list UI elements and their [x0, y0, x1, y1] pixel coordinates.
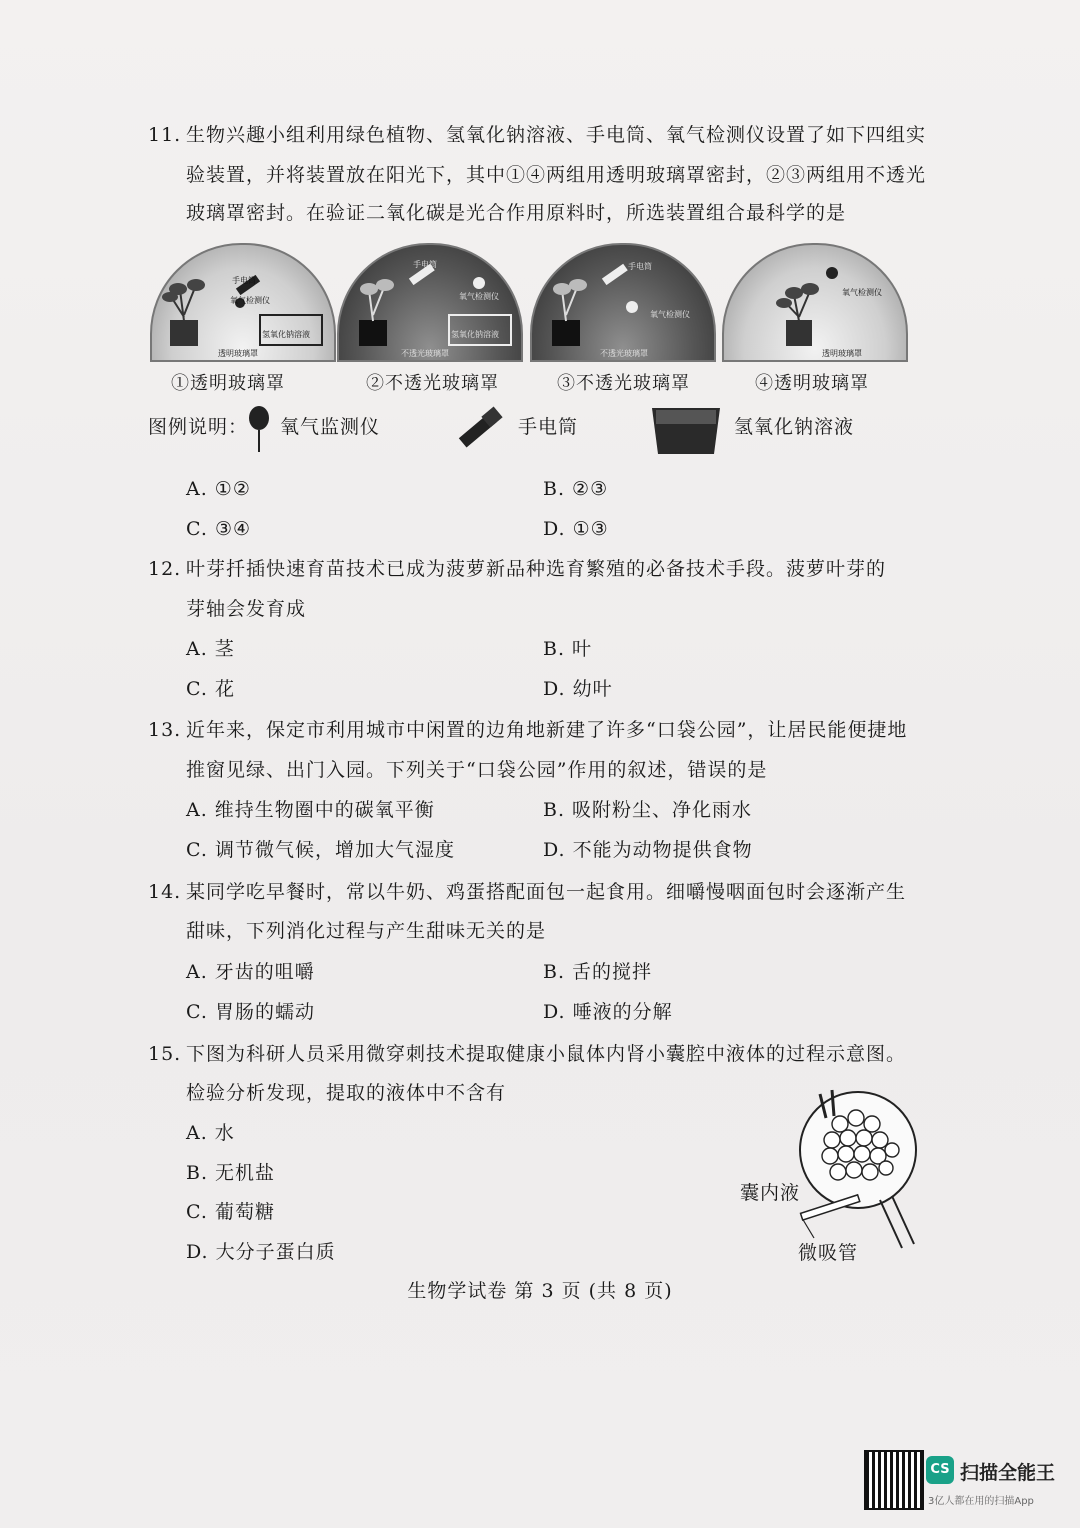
question-number: 14.: [148, 881, 182, 903]
option-d: D. 唾液的分解: [543, 1001, 673, 1023]
dome-label: 手电筒: [232, 276, 256, 285]
question-15: [148, 1035, 906, 1073]
label-pipette: 微吸管: [798, 1242, 859, 1264]
option-a: A. 牙齿的咀嚼: [186, 961, 315, 983]
option-d: D. 大分子蛋白质: [186, 1241, 336, 1263]
dome-label: 手电筒: [628, 262, 652, 271]
question-13: [148, 711, 907, 749]
question-text: 推窗见绿、出门入园。下列关于“口袋公园”作用的叙述，错误的是: [186, 759, 768, 781]
question-number: 12.: [148, 558, 182, 580]
question-11: [148, 116, 926, 154]
question-text: 某同学吃早餐时，常以牛奶、鸡蛋搭配面包一起食用。细嚼慢咽面包时会逐渐产生: [186, 881, 907, 903]
option-b: B. ②③: [543, 478, 609, 500]
question-text: 生物兴趣小组利用绿色植物、氢氧化钠溶液、手电筒、氧气检测仪设置了如下四组实: [186, 124, 927, 146]
figure-caption: ③不透光玻璃罩: [557, 373, 690, 394]
option-b: B. 叶: [543, 638, 593, 660]
dome-label: 手电筒: [413, 260, 437, 269]
option-c: C. 胃肠的蠕动: [186, 1001, 315, 1023]
question-number: 13.: [148, 719, 182, 741]
option-c: C. 调节微气候，增加大气湿度: [186, 839, 455, 861]
figure-caption: ②不透光玻璃罩: [366, 373, 499, 394]
question-14: [148, 873, 906, 911]
dome-label: 氧气检测仪: [842, 288, 882, 297]
option-b: B. 吸附粉尘、净化雨水: [543, 799, 753, 821]
qr-code-icon: [864, 1450, 924, 1510]
figure-dome-4: [722, 243, 908, 362]
glomerulus-diagram-icon: [790, 1088, 925, 1258]
flashlight-icon: [454, 404, 508, 452]
question-text: 近年来，保定市利用城市中闲置的边角地新建了许多“口袋公园”，让居民能便捷地: [186, 719, 908, 741]
figure-dome-3: [530, 243, 716, 362]
oxygen-monitor-icon: [246, 404, 272, 456]
option-c: C. 葡萄糖: [186, 1201, 275, 1223]
question-text: 芽轴会发育成: [186, 598, 307, 620]
dome-label: 氧气检测仪: [459, 292, 499, 301]
dome-label: 透明玻璃罩: [218, 349, 258, 358]
naoh-solution-icon: [650, 404, 722, 456]
page-footer: 生物学试卷 第 3 页 (共 8 页): [407, 1280, 673, 1302]
option-d: D. ①③: [543, 518, 609, 540]
figure-caption: ④透明玻璃罩: [755, 373, 869, 394]
dome-label: 不透光玻璃罩: [401, 349, 449, 358]
cs-logo-icon: CS: [926, 1456, 954, 1484]
question-text: 下图为科研人员采用微穿刺技术提取健康小鼠体内肾小囊腔中液体的过程示意图。: [186, 1043, 907, 1065]
question-text: 甜味，下列消化过程与产生甜味无关的是: [186, 920, 547, 942]
dome-label: 氧气检测仪: [650, 310, 690, 319]
question-text: 叶芽扦插快速育苗技术已成为菠萝新品种选育繁殖的必备技术手段。菠萝叶芽的: [186, 558, 887, 580]
scanner-brand: 扫描全能王: [960, 1462, 1056, 1484]
legend-title: 图例说明：: [148, 416, 249, 438]
figure-dome-2: [337, 243, 523, 362]
option-a: A. 维持生物圈中的碳氧平衡: [186, 799, 435, 821]
figure-dome-1: [150, 243, 336, 362]
question-number: 15.: [148, 1043, 182, 1065]
plant-icon: [724, 245, 906, 360]
dome-label: 氧气检测仪: [230, 296, 270, 305]
legend-oxygen-monitor: 氧气监测仪: [280, 416, 381, 438]
dome-label: 氢氧化钠溶液: [262, 330, 310, 339]
option-d: D. 不能为动物提供食物: [543, 839, 753, 861]
option-a: A. 茎: [186, 638, 235, 660]
scanner-tagline: 3亿人都在用的扫描App: [928, 1496, 1034, 1507]
legend-flashlight: 手电筒: [518, 416, 579, 438]
question-12: [148, 550, 886, 588]
option-a: A. 水: [186, 1122, 235, 1144]
option-d: D. 幼叶: [543, 678, 613, 700]
dome-label: 透明玻璃罩: [822, 349, 862, 358]
dome-label: 氢氧化钠溶液: [451, 330, 499, 339]
question-text: 检验分析发现，提取的液体中不含有: [186, 1082, 507, 1104]
option-c: C. 花: [186, 678, 235, 700]
option-a: A. ①②: [186, 478, 251, 500]
option-c: C. ③④: [186, 518, 252, 540]
question-number: 11.: [148, 124, 182, 146]
figure-caption: ①透明玻璃罩: [171, 373, 285, 394]
question-text: 玻璃罩密封。在验证二氧化碳是光合作用原料时，所选装置组合最科学的是: [186, 202, 847, 224]
plant-icon: [532, 245, 714, 360]
option-b: B. 无机盐: [186, 1162, 276, 1184]
dome-label: 不透光玻璃罩: [600, 349, 648, 358]
question-text: 验装置，并将装置放在阳光下，其中①④两组用透明玻璃罩密封，②③两组用不透光: [186, 164, 927, 186]
label-fluid: 囊内液: [740, 1182, 801, 1204]
legend-naoh: 氢氧化钠溶液: [734, 416, 855, 438]
option-b: B. 舌的搅拌: [543, 961, 653, 983]
